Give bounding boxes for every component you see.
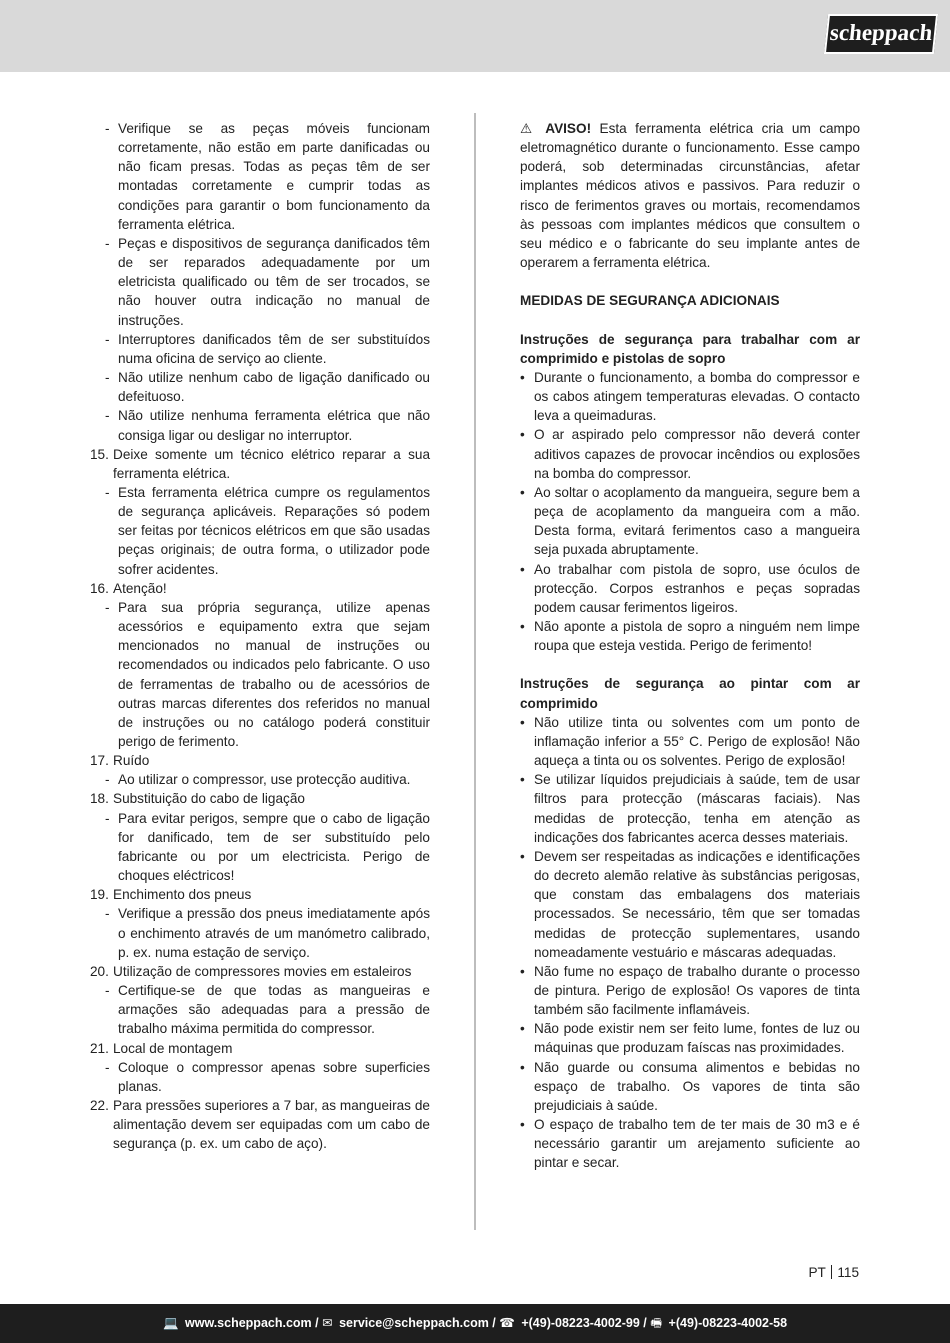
header-bar bbox=[0, 0, 950, 72]
subsection-list-compressed-air bbox=[520, 368, 860, 655]
item-number: 16. bbox=[90, 580, 109, 596]
numbered-item bbox=[90, 1096, 430, 1153]
subsection-list-painting bbox=[520, 713, 860, 1173]
footer-fax: +(49)-08223-4002-58 bbox=[668, 1316, 788, 1330]
dash-item: - Não utilize nenhum cabo de ligação danificado ou defeituoso. bbox=[90, 368, 430, 406]
footer-email[interactable]: service@scheppach.com / bbox=[339, 1316, 496, 1330]
dash-item: - Verifique a pressão dos pneus imediatamente após o enchimento através de um manómetro calibrado, p. ex. numa estação de serviço. bbox=[90, 904, 430, 961]
item-number: 21. bbox=[90, 1040, 109, 1056]
numbered-item bbox=[90, 885, 430, 904]
item-text: Deixe somente um técnico elétrico reparar a sua ferramenta elétrica. bbox=[113, 446, 430, 481]
section-title: MEDIDAS DE SEGURANÇA ADICIONAIS bbox=[520, 293, 780, 309]
dash-item: - Para evitar perigos, sempre que o cabo de ligação for danificado, tem de ser substituído pelo fabricante ou por um electricista. Perigo de choques eléctricos! bbox=[90, 809, 430, 886]
page-language: PT bbox=[808, 1265, 826, 1280]
item-text: Enchimento dos pneus bbox=[113, 887, 252, 903]
mail-icon: ✉ bbox=[322, 1316, 333, 1330]
bullet-item: • Não fume no espaço de trabalho durante o processo de pintura. Perigo de explosão! Os vapores de tinta também são facilmente inflamáveis. bbox=[520, 962, 860, 1019]
numbered-item bbox=[90, 579, 430, 598]
left-column bbox=[90, 119, 430, 1153]
fax-icon: 🖷 bbox=[650, 1316, 663, 1330]
numbered-item bbox=[90, 962, 430, 981]
warning-icon: ⚠ bbox=[520, 121, 537, 136]
dash-item: - Certifique-se de que todas as mangueiras e armações são adequadas para a pressão de trabalho máxima permitida do compressor. bbox=[90, 981, 430, 1038]
bullet-item: • Se utilizar líquidos prejudiciais à saúde, tem de usar filtros para protecção (máscaras faciais). Nas medidas de protecção, tenha em atenção as indicações dos fabricantes acerca desses materiais. bbox=[520, 770, 860, 847]
dash-item: - Interruptores danificados têm de ser substituídos numa oficina de serviço ao cliente. bbox=[90, 330, 430, 368]
dash-item: - Verifique se as peças móveis funcionam corretamente, não estão em parte danificadas ou não ficam presas. Todas as peças têm de ser montadas corretamente e cumprir todas as condições para garantir o bom funcionamento da ferramenta elétrica. bbox=[90, 119, 430, 234]
item-number: 19. bbox=[90, 887, 109, 903]
bullet-item: • Não utilize tinta ou solventes com um ponto de inflamação inferior a 55° C. Perigo de explosão! Não aqueça a tinta ou os solventes. Perigo de explosão! bbox=[520, 713, 860, 770]
numbered-item bbox=[90, 751, 430, 770]
computer-icon: 💻 bbox=[162, 1316, 179, 1330]
numbered-item bbox=[90, 789, 430, 808]
page-number bbox=[808, 1265, 859, 1280]
item-text: Para pressões superiores a 7 bar, as mangueiras de alimentação devem ser equipadas com um cabo de segurança (p. ex. um cabo de aço). bbox=[113, 1097, 430, 1152]
item-text: Local de montagem bbox=[113, 1040, 233, 1056]
page-number-value: 115 bbox=[837, 1265, 859, 1280]
dash-item: - Para sua própria segurança, utilize apenas acessórios e equipamento extra que sejam mencionados no manual de instruções ou recomendados ou indicados pelo fabricante. O uso de ferramentas de trabalho ou de acessórios de outras marcas diferentes dos referidos no manual de instruções ou no catálogo poderá constituir perigo de ferimento. bbox=[90, 598, 430, 751]
numbered-item bbox=[90, 445, 430, 483]
warning-paragraph bbox=[520, 119, 860, 272]
right-column bbox=[520, 119, 860, 1173]
dash-item: - Esta ferramenta elétrica cumpre os regulamentos de segurança aplicáveis. Reparações só podem ser feitas por técnicos elétricos em que são usadas peças originais; de outra forma, o utilizador pode sofrer acidentes. bbox=[90, 483, 430, 579]
warning-label: AVISO! bbox=[545, 121, 592, 136]
item-number: 20. bbox=[90, 963, 109, 979]
dash-item: - Não utilize nenhuma ferramenta elétrica que não consiga ligar ou desligar no interruptor. bbox=[90, 406, 430, 444]
bullet-item: • Não pode existir nem ser feito lume, fontes de luz ou máquinas que produzam faíscas nas proximidades. bbox=[520, 1019, 860, 1057]
bullet-item: • Não aponte a pistola de sopro a ninguém nem limpe roupa que esteja vestida. Perigo de ferimento! bbox=[520, 617, 860, 655]
item-number: 15. bbox=[90, 446, 109, 462]
item-number: 18. bbox=[90, 791, 109, 807]
item-text: Utilização de compressores movies em estaleiros bbox=[113, 963, 412, 979]
numbered-item bbox=[90, 1039, 430, 1058]
bullet-item: • Ao soltar o acoplamento da mangueira, segure bem a peça de acoplamento da mangueira com a mão. Desta forma, evitará ferimentos caso a mangueira seja puxada abruptamente. bbox=[520, 483, 860, 560]
bullet-item: • Durante o funcionamento, a bomba do compressor e os cabos atingem temperaturas elevadas. O contacto leva a queimaduras. bbox=[520, 368, 860, 425]
subsection-title-compressed-air: Instruções de segurança para trabalhar com ar comprimido e pistolas de sopro bbox=[520, 331, 860, 366]
item-number: 17. bbox=[90, 753, 109, 769]
footer-bar bbox=[0, 1304, 950, 1343]
dash-item: - Peças e dispositivos de segurança danificados têm de ser reparados adequadamente por um eletricista qualificado ou têm de ser trocados, se não houver outra indicação no manual de instruções. bbox=[90, 234, 430, 330]
bullet-item: • O espaço de trabalho tem de ter mais de 30 m3 e é necessário garantir um arejamento suficiente ao pintar e secar. bbox=[520, 1115, 860, 1172]
scheppach-logo: scheppach bbox=[824, 14, 938, 54]
bullet-item: • Devem ser respeitadas as indicações e identificações do decreto alemão relative às substâncias perigosas, que constam das embalagens dos materiais processados. Se necessário, têm que ser tomadas medidas de protecção suplementares, usando nomeadamente vestuário e máscaras adequadas. bbox=[520, 847, 860, 962]
phone-icon: ☎ bbox=[499, 1316, 515, 1330]
item-text: Atenção! bbox=[113, 580, 167, 596]
footer-website[interactable]: www.scheppach.com / bbox=[185, 1316, 319, 1330]
subsection-title-painting: Instruções de segurança ao pintar com ar comprimido bbox=[520, 676, 860, 711]
dash-item: - Ao utilizar o compressor, use protecção auditiva. bbox=[90, 770, 430, 789]
bullet-item: • O ar aspirado pelo compressor não deverá conter aditivos capazes de provocar incêndios ou explosões na bomba do compressor. bbox=[520, 425, 860, 482]
item-number: 22. bbox=[90, 1097, 109, 1113]
bullet-item: • Ao trabalhar com pistola de sopro, use óculos de protecção. Corpos estranhos e peças sopradas podem causar ferimentos ligeiros. bbox=[520, 560, 860, 617]
item-text: Ruído bbox=[113, 753, 150, 769]
column-divider bbox=[474, 113, 476, 1230]
dash-item: - Coloque o compressor apenas sobre superficies planas. bbox=[90, 1058, 430, 1096]
warning-text: Esta ferramenta elétrica cria um campo eletromagnético durante o funcionamento. Esse campo poderá, sob determinadas circunstâncias, afetar implantes médicos ativos e passivos. Para reduzir o risco de ferimentos graves ou mortais, recomendamos às pessoas com implantes médicos que consultem o seu médico e o fabricante do seu implante antes de operarem a ferramenta elétrica. bbox=[520, 121, 861, 271]
footer-phone: +(49)-08223-4002-99 / bbox=[521, 1316, 647, 1330]
item-text: Substituição do cabo de ligação bbox=[113, 791, 305, 807]
bullet-item: • Não guarde ou consuma alimentos e bebidas no espaço de trabalho. Os vapores de tinta são prejudiciais à saúde. bbox=[520, 1058, 860, 1115]
